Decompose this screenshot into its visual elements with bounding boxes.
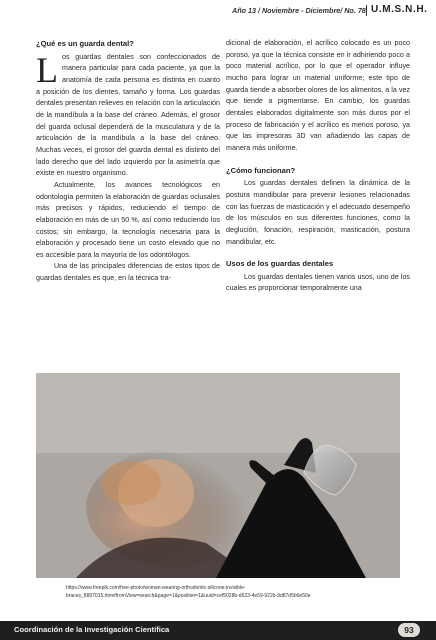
footer-text: Coordinación de la Investigación Científica: [14, 625, 170, 634]
paragraph: Actualmente, los avances tecnológicos en odontología permiten la elaboración de guardas oclusales más precisos y rápidos, reduciendo el tiempo de elaboración en más de un 50 %, así como reduciendo los costos; sin embargo, la tecnología necesaria para la elaboración y procesado tiene un costo elevado que no es accesible para la mayoría de los odontólogos.: [36, 180, 220, 259]
drop-cap: L: [36, 49, 58, 90]
university-label: U.M.S.N.H.: [371, 4, 428, 15]
issue-header: [232, 6, 432, 20]
left-column: [36, 38, 220, 285]
header-divider: [366, 5, 367, 16]
paragraph: Los guardas dentales definen la dinámica de la postura mandibular para prevenir lesiones relacionadas con las fuerzas de masticación y el adecuado desempeño de los músculos en sus diferentes funciones, como la deglución, fonación, respiración, masticación, postura mandibular, etc.: [226, 179, 410, 246]
paragraph: Los guardas dentales tienen varios usos, uno de los cuales es proporcionar temporalmente una: [226, 272, 410, 293]
paragraph: dicional de elaboración, el acrílico colocado es un poco poroso, ya que la técnica consiste en ir adhiriendo poco a poco material acrílico, por lo que el operador influye mucho para lograr un material uniforme; este tipo de guarda tiende a absorber olores de los alimentos, a la vez que tiende a pigmentarse. En cambio, los guardas dentales elaborados digitalmente son más duros por el proceso de fabricación y el acrílico es menos poroso, ya que las impresoras 3D van añadiendo las capas de manera más uniforme.: [226, 39, 410, 152]
section-heading: ¿Qué es un guarda dental?: [36, 39, 134, 48]
section-heading: ¿Cómo funcionan?: [226, 165, 296, 175]
right-column: [226, 38, 410, 295]
page-footer: [0, 621, 436, 640]
photo-caption: https://www.freepik.com/free-photo/woman-wearing-orthodontic-silicone-invisible-braces_8897015.htm#fromView=search&page=1&position=1&uuid=cef5028b-d623-4e59-922b-9d87d5b6e50e: [66, 585, 311, 599]
photo-illustration: [36, 373, 400, 578]
issue-info: Año 13 / Noviembre - Diciembre/ No. 78: [232, 6, 366, 15]
section-heading: Usos de los guardas dentales: [226, 259, 334, 269]
paragraph: os guardas dentales son confeccionados de manera particular para cada paciente, ya que la anatomía de cada persona es distinta en cuanto a posición de los dientes, tamaño y forma. Los guardas dentales presentan relieves en relación con la articulación de la mandíbula a la base del cráneo. Además, el grosor del guarda oclusal dependerá de la musculatura y de la articulación de la mandíbula a la base del cráneo. Muchas veces, el grosor del guarda dental es distinto del lado derecho que del lado izquierdo por la asimetría que existe en nuestro organismo.: [36, 52, 220, 178]
paragraph: Una de las principales diferencias de estos tipos de guardas dentales es que, en la técnica tra-: [36, 262, 220, 283]
page-number: 93: [398, 623, 420, 637]
article-photo: [36, 373, 400, 578]
